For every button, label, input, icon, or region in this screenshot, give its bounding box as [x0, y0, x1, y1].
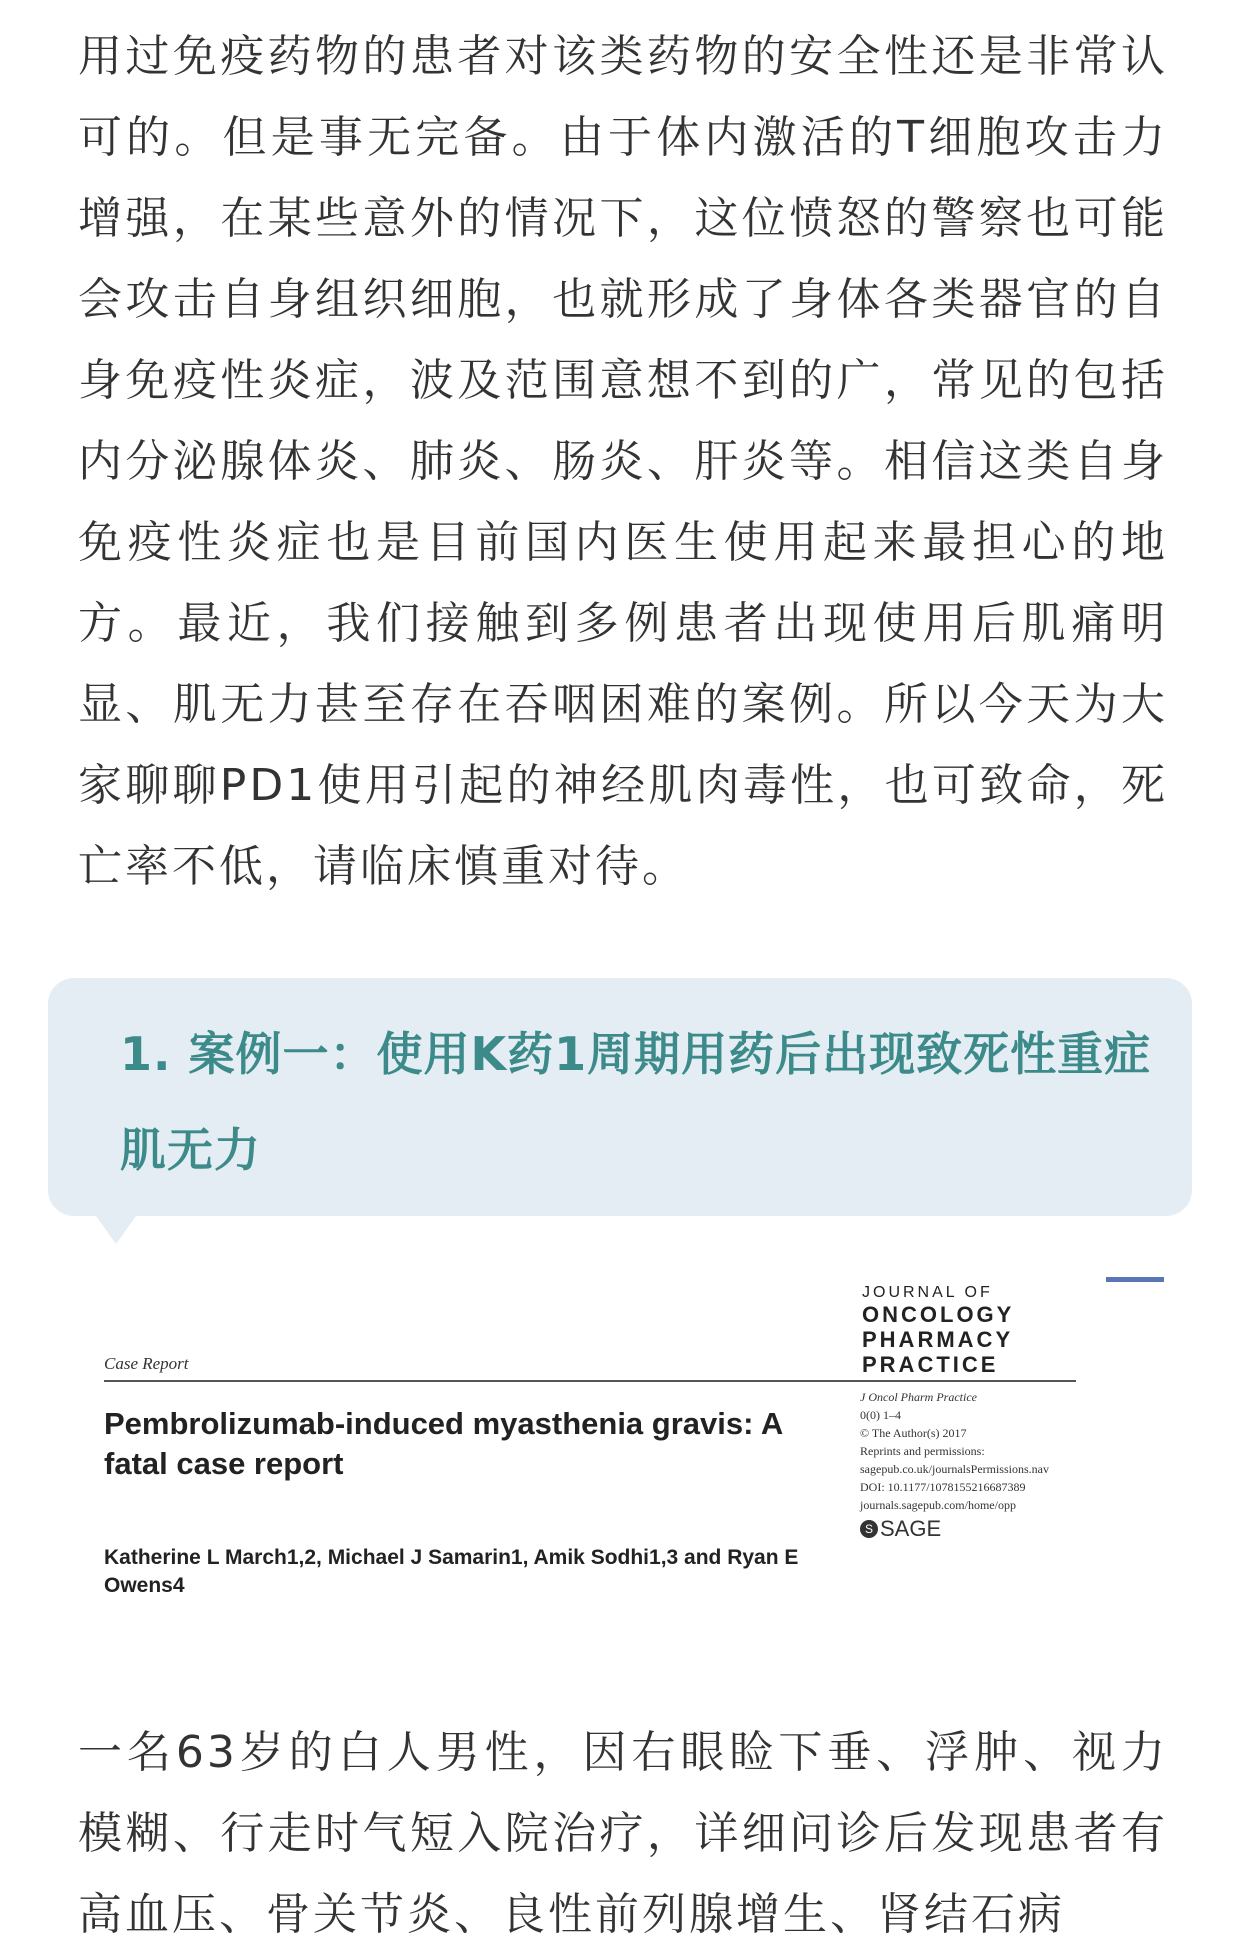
paper-authors: Katherine L March1,2, Michael J Samarin1, Amik Sodhi1,3 and Ryan E Owens4: [104, 1546, 799, 1597]
journal-line-1: ONCOLOGY: [862, 1302, 1015, 1327]
sage-text: SAGE: [880, 1516, 942, 1541]
meta-citation: J Oncol Pharm Practice: [860, 1390, 977, 1404]
journal-of: JOURNAL OF: [862, 1284, 993, 1301]
journal-line-3: PRACTICE: [862, 1352, 999, 1377]
intro-paragraph: 用过免疫药物的患者对该类药物的安全性还是非常认可的。但是事无完备。由于体内激活的T细胞攻击力增强，在某些意外的情况下，这位愤怒的警察也可能会攻击自身组织细胞，也就形成了身体各类器官的自身免疫性炎症，波及范围意想不到的广，常见的包括内分泌腺体炎、肺炎、肠炎、肝炎等。相信这类自身免疫性炎症也是目前国内医生使用起来最担心的地方。最近，我们接触到多例患者出现使用后肌痛明显、肌无力甚至存在吞咽困难的案例。所以今天为大家聊聊PD1使用引起的神经肌肉毒性，也可致命，死亡率不低，请临床慎重对待。: [78, 31, 1168, 892]
journal-logo: [862, 1284, 1014, 1377]
paper-header-image: [100, 1272, 1170, 1622]
header-rule: [104, 1380, 1076, 1382]
meta-journal-url: journals.sagepub.com/home/opp: [860, 1498, 1016, 1512]
meta-reprints-url: sagepub.co.uk/journalsPermissions.nav: [860, 1462, 1049, 1476]
callout-tail: [96, 1216, 136, 1244]
blue-mark: [1106, 1277, 1164, 1282]
paper-title: Pembrolizumab-induced myasthenia gravis: A fatal case report: [104, 1406, 783, 1481]
case-paragraph: 一名63岁的白人男性，因右眼睑下垂、浮肿、视力模糊、行走时气短入院治疗，详细问诊后发现患者有高血压、骨关节炎、良性前列腺增生、肾结石病: [78, 1727, 1168, 1940]
journal-line-2: PHARMACY: [862, 1327, 1014, 1352]
meta-reprints: Reprints and permissions:: [860, 1444, 985, 1458]
meta-doi: DOI: 10.1177/1078155216687389: [860, 1480, 1026, 1494]
meta-pages: 0(0) 1–4: [860, 1408, 901, 1422]
sage-logo: [860, 1516, 1100, 1541]
section-callout: [48, 978, 1192, 1216]
sage-icon: S: [860, 1520, 878, 1538]
case-type-label: Case Report: [104, 1354, 189, 1373]
meta-copyright: © The Author(s) 2017: [860, 1426, 967, 1440]
section-heading: 1. 案例一：使用K药1周期用药后出现致死性重症肌无力: [120, 1027, 1152, 1177]
paper-meta: [860, 1388, 1100, 1541]
